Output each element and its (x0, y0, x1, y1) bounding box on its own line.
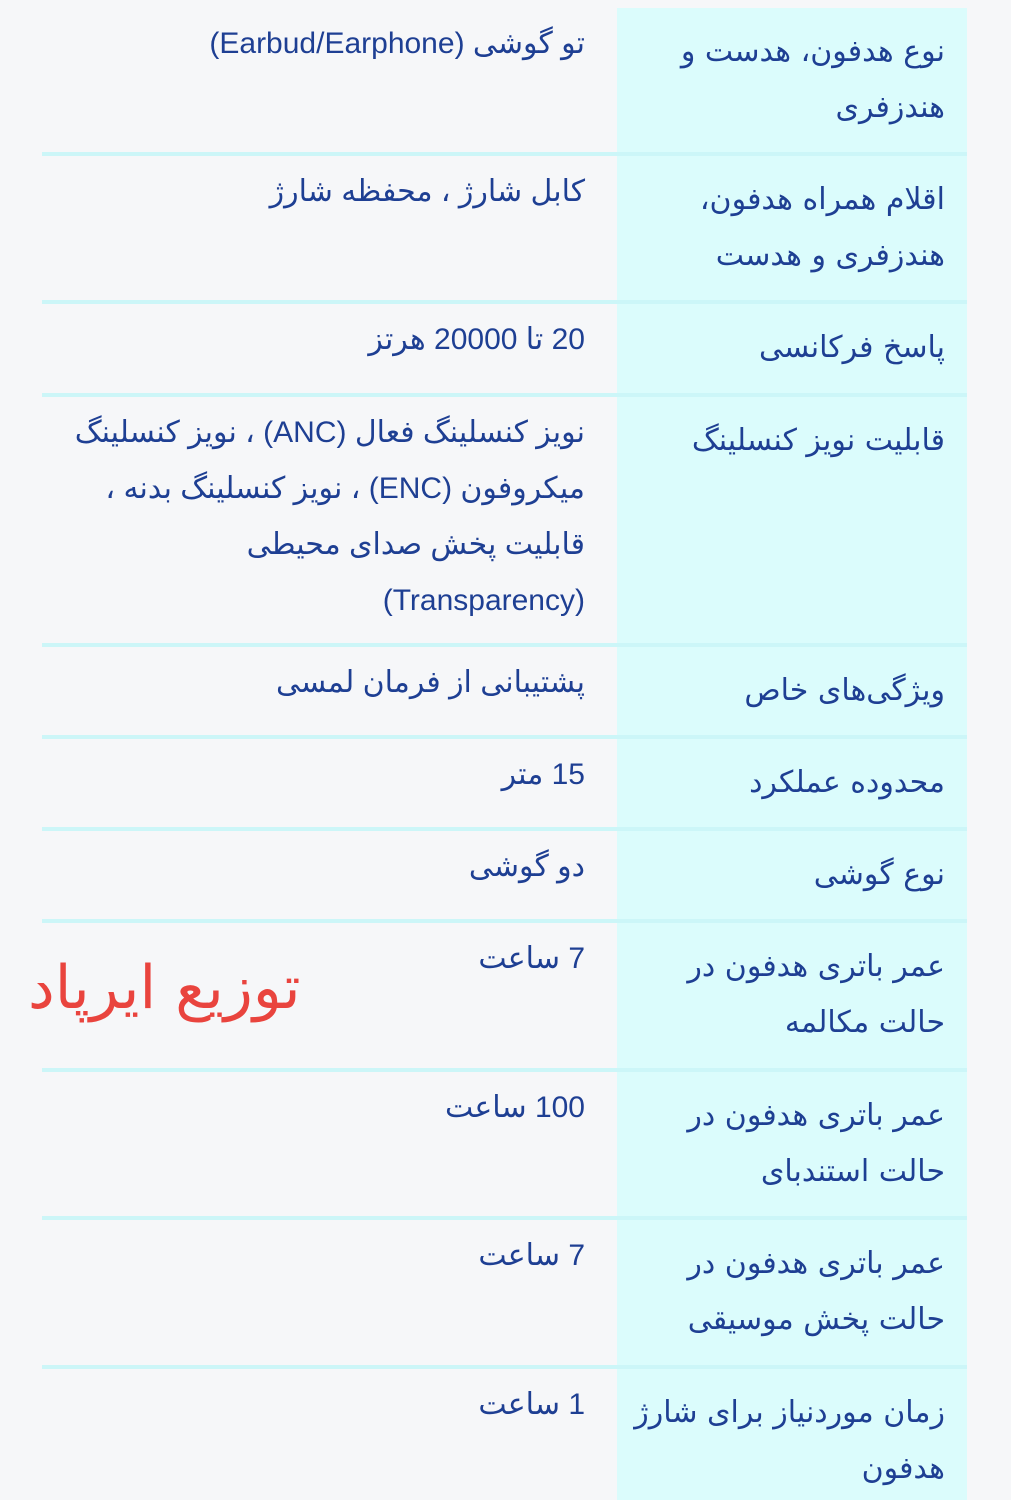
spec-row-included-items (42, 156, 967, 304)
spec-value: دو گوشی (42, 831, 617, 919)
spec-label: عمر باتری هدفون در حالت پخش موسیقی (617, 1220, 967, 1365)
spec-value: پشتیبانی از فرمان لمسی (42, 647, 617, 735)
spec-row-earpiece-type (42, 831, 967, 923)
spec-row-special-features (42, 647, 967, 739)
spec-label: ویژگی‌های خاص (617, 647, 967, 735)
spec-value: نویز کنسلینگ فعال (ANC) ، نویز کنسلینگ میکروفون (ENC) ، نویز کنسلینگ بدنه ، قابلیت پخش صدای محیطی (Transparency) (42, 397, 617, 643)
spec-row-frequency-response (42, 304, 967, 397)
watermark-text: توزیع ایرپاد (28, 953, 301, 1023)
spec-value: 7 ساعت (42, 1220, 617, 1365)
spec-table (42, 8, 967, 1500)
spec-row-music-battery (42, 1220, 967, 1369)
spec-label: نوع گوشی (617, 831, 967, 919)
spec-label: پاسخ فرکانسی (617, 304, 967, 393)
spec-row-range (42, 739, 967, 831)
spec-label: قابلیت نویز کنسلینگ (617, 397, 967, 643)
spec-row-charge-time (42, 1369, 967, 1500)
spec-value: تو گوشی (Earbud/Earphone) (42, 8, 617, 152)
spec-value: کابل شارژ ، محفظه شارژ (42, 156, 617, 300)
spec-label: عمر باتری هدفون در حالت استندبای (617, 1072, 967, 1216)
spec-label: عمر باتری هدفون در حالت مکالمه (617, 923, 967, 1068)
spec-label: زمان موردنیاز برای شارژ هدفون (617, 1369, 967, 1500)
spec-value: 100 ساعت (42, 1072, 617, 1216)
spec-value: 20 تا 20000 هرتز (42, 304, 617, 393)
spec-label: نوع هدفون، هدست و هندزفری (617, 8, 967, 152)
spec-value: 7 ساعت (42, 923, 617, 1068)
spec-value: 15 متر (42, 739, 617, 827)
spec-label: محدوده عملکرد (617, 739, 967, 827)
spec-row-noise-cancelling (42, 397, 967, 647)
spec-value: 1 ساعت (42, 1369, 617, 1500)
spec-row-headphone-type (42, 8, 967, 156)
spec-row-standby-battery (42, 1072, 967, 1220)
spec-label: اقلام همراه هدفون، هندزفری و هدست (617, 156, 967, 300)
